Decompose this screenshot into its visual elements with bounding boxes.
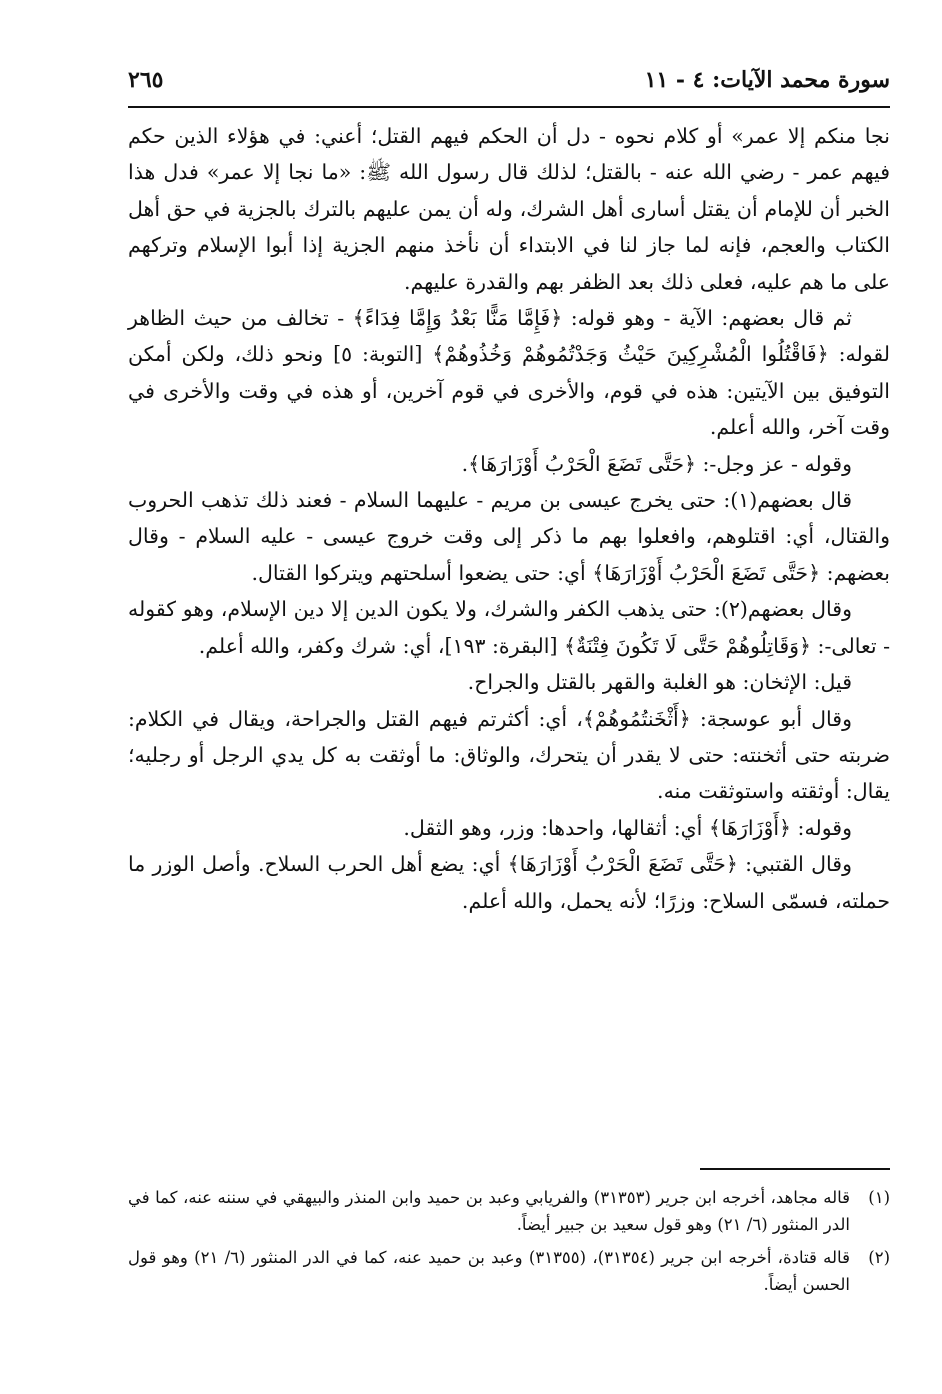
paragraph: نجا منكم إلا عمر» أو كلام نحوه - دل أن الحكم فيهم القتل؛ أعني: في هؤلاء الذين حكم فيهم عمر - رضي الله عنه - بالقتل؛ لذلك قال رسول الله ﷺ: «ما نجا إلا عمر» فدل هذا الخبر أن للإمام أن يقتل أسارى أهل الشرك، وله أن يمن عليهم بالترك بالجزية في حق أهل الكتاب والعجم، فإنه لما جاز لنا في الابتداء أن نأخذ منهم الجزية إذا أبوا الإسلام وتركهم على ما هم عليه، فعلى ذلك بعد الظفر بهم والقدرة عليهم. xyxy=(128,124,890,294)
main-text xyxy=(128,118,890,919)
paragraph: وقوله - عز وجل-: ﴿حَتَّى تَضَعَ الْحَرْبُ أَوْزَارَهَا﴾. xyxy=(461,451,852,476)
paragraph: وقال القتبي: ﴿حَتَّى تَضَعَ الْحَرْبُ أَوْزَارَهَا﴾ أي: يضع أهل الحرب السلاح. وأصل الوزر ما حملته، فسمّى السلاح: وزرًا؛ لأنه يحمل، والله أعلم. xyxy=(128,852,890,913)
header-rule xyxy=(128,106,890,108)
paragraph: وقال أبو عوسجة: ﴿أَثْخَنتُمُوهُمْ﴾، أي: أكثرتم فيهم القتل والجراحة، ويقال في الكلام: ضربته حتى أثخنته: حتى لا يقدر أن يتحرك، والوثاق: ما أوثقت به كل يدي الرجل أو رجليه؛ يقال: أوثقته واستوثقت منه. xyxy=(128,706,890,804)
footnote-text: قاله قتادة، أخرجه ابن جرير (٣١٣٥٤)، (٣١٣٥٥) وعبد بن حميد عنه، كما في الدر المنثور (٦/ ٢١) وهو قول الحسن أيضاً. xyxy=(128,1248,850,1294)
footnote xyxy=(128,1244,890,1298)
paragraph: وقال بعضهم(٢): حتى يذهب الكفر والشرك، ولا يكون الدين إلا دين الإسلام، وهو كقوله - تعالى-: ﴿وَقَاتِلُوهُمْ حَتَّى لَا تَكُونَ فِتْنَةٌ﴾ [البقرة: ١٩٣]، أي: شرك وكفر، والله أعلم. xyxy=(128,597,890,658)
paragraph: قيل: الإثخان: هو الغلبة والقهر بالقتل والجراح. xyxy=(467,670,852,695)
footnote-text: قاله مجاهد، أخرجه ابن جرير (٣١٣٥٣) والفريابي وعبد بن حميد وابن المنذر والبيهقي في سننه عنه، كما في الدر المنثور (٦/ ٢١) وهو قول سعيد بن جبير أيضاً. xyxy=(128,1188,851,1234)
footnote-number: (١) xyxy=(868,1188,890,1207)
footnote xyxy=(128,1184,890,1238)
footnotes xyxy=(128,1184,890,1304)
footnote-rule xyxy=(700,1168,890,1170)
running-title: سورة محمد الآيات: ٤ - ١١ xyxy=(644,67,890,93)
paragraph: وقوله: ﴿أَوْزَارَهَا﴾ أي: أثقالها، واحدها: وزر، وهو الثقل. xyxy=(403,815,852,840)
page-header xyxy=(128,62,890,98)
page-number: ٢٦٥ xyxy=(128,67,164,93)
footnote-number: (٢) xyxy=(868,1248,890,1267)
paragraph: قال بعضهم(١): حتى يخرج عيسى بن مريم - عليهما السلام - فعند ذلك تذهب الحروب والقتال، أي: اقتلوهم، وافعلوا بهم ما ذكر إلى وقت خروج عيسى - عليه السلام - وقال بعضهم: ﴿حَتَّى تَضَعَ الْحَرْبُ أَوْزَارَهَا﴾ أي: حتى يضعوا أسلحتهم ويتركوا القتال. xyxy=(128,488,890,585)
paragraph: ثم قال بعضهم: الآية - وهو قوله: ﴿فَإِمَّا مَنًّا بَعْدُ وَإِمَّا فِدَاءً﴾ - تخالف من حيث الظاهر لقوله: ﴿فَاقْتُلُوا الْمُشْرِكِينَ حَيْثُ وَجَدْتُمُوهُمْ وَخُذُوهُمْ﴾ [التوبة: ٥] ونحو ذلك، ولكن أمكن التوفيق بين الآيتين: هذه في قوم، والأخرى في قوم آخرين، أو هذه في وقت والأخرى في وقت آخر، والله أعلم. xyxy=(128,306,890,440)
